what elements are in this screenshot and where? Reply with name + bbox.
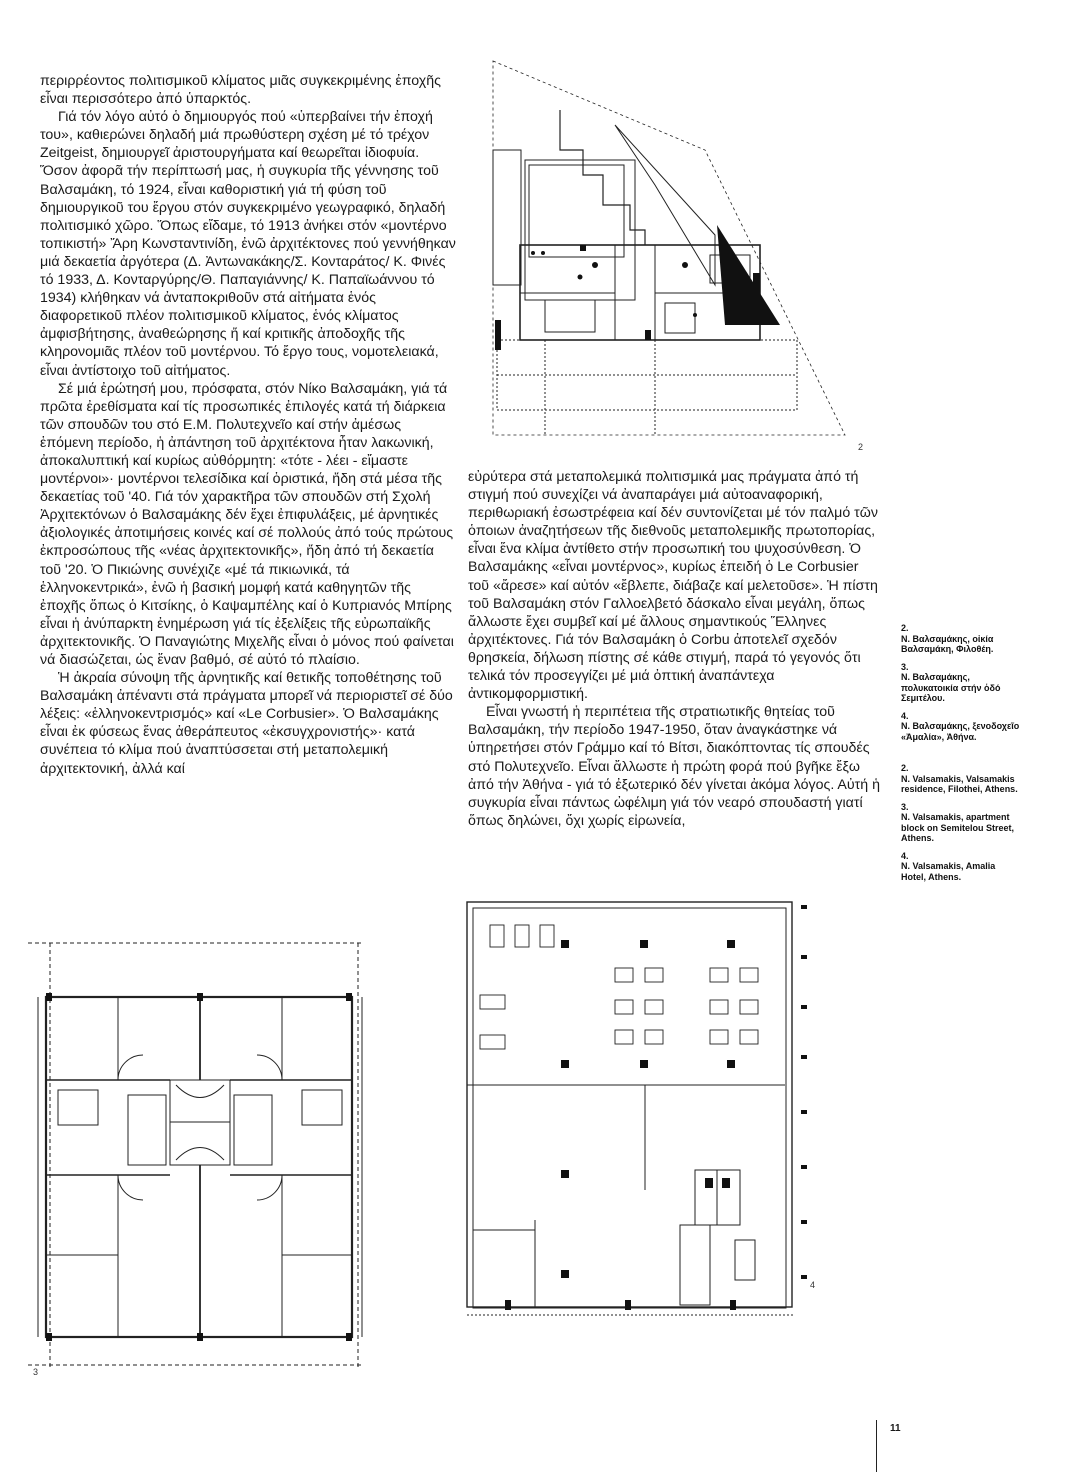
captions-block	[901, 623, 1021, 889]
text-column-left	[40, 72, 458, 778]
caption-gr-3: 3. Ν. Βαλσαμάκης, πολυκατοικία στήν ὁδό Σεμιτέλου.	[901, 661, 1001, 703]
paragraph: Σέ μιά ἐρώτησή μου, πρόσφατα, στόν Νίκο Βαλσαμάκη, γιά τά πρῶτα ἐρεθίσματα καί τίς προσωπικές ἐπιλογές κατά τή διάρκεια τῶν σπουδῶν του στό Ε.Μ. Πολυτεχνεῖο καί στήν ἀμέσως ἑπόμενη περίοδο, ἡ ἀπάντηση τοῦ ἀρχιτέκτονα ἦταν λακωνική, ἀποκαλυπτική καί κυρίως αὐθόρμητη: «τότε - λέει - εἴμαστε μοντέρνοι»· μοντέρνοι τελεσίδικα καί ὁριστικά, ἤδη στά μέσα τῆς δεκαετίας τοῦ '40. Γιά τόν χαρακτῆρα τῶν σπουδῶν στή Σχολή Ἀρχιτεκτόνων ὁ Βαλσαμάκης δέν ἔχει ἐπιφυλάξεις, μέ ἀρνητικές ἀξιολογικές ἀποτιμήσεις κοινές καί σέ πολλούς ἀπό τούς πρώτους ἐκπροσώπους τῆς «νέας ἀρχιτεκτονικῆς», ἤδη ἀπό τή δεκαετία τοῦ '20. Ὁ Πικιώνης συνέχιζε «μέ τά πικιωνικά, τά ἑλληνοκεντρικά», ἐνῶ ἡ βασική μομφή κατά καθηγητῶν τῆς ἐποχῆς ὅπως ὁ Κιτσίκης, ὁ Καψαμπέλης καί ὁ Κυπριανός Μπίρης εἶναι ἡ ἀνύπαρκτη ἐνημέρωση γιά τίς ἐξελίξεις τῆς εὐρωπαϊκῆς ἀρχιτεκτονικῆς. Ὁ Παναγιώτης Μιχελῆς εἶναι ὁ μόνος πού φαίνεται νά διασώζεται, ὡς ἕναν βαθμό, σέ αὐτό τό πλαίσιο.	[40, 380, 454, 668]
figure-number-2: 2	[858, 442, 864, 452]
figure-number-4: 4	[810, 1280, 816, 1290]
floor-plan-drawing	[485, 55, 865, 450]
figure-2-residence-plan	[485, 55, 865, 450]
paragraph: Γιά τόν λόγο αὐτό ὁ δημιουργός πού «ὑπερβαίνει τήν ἐποχή του», καθιερώνει δηλαδή μιά πρωθύστερη σχέση μέ τό τρέχον Zeitgeist, δημιουργεῖ ἀριστουργήματα καί θεωρεῖται ἰδιοφυία. Ὅσον ἀφορᾶ τήν περίπτωσή μας, ἡ συγκυρία τῆς γέννησης τοῦ Βαλσαμάκη, τό 1924, εἶναι καθοριστική γιά τή φύση τοῦ δημιουργικοῦ του ἔργου στόν συγκεκριμένο γεωγραφικό, δηλαδή πολιτισμικό χῶρο. Ὅπως εἴδαμε, τό 1913 ἀνήκει στόν «μοντέρνο τοπικιστή» Ἄρη Κωνσταντινίδη, ἐνῶ ἀρχιτέκτονες πού γεννήθηκαν μιά δεκαετία ἀργότερα (Δ. Ἀντωνακάκης/Σ. Κονταράτος/ Κ. Φινές τό 1933, Δ. Κονταργύρης/Θ. Παπαγιάννης/ Κ. Παπαϊωάννου τό 1934) κλήθηκαν νά ἀνταποκριθοῦν στά αἰτήματα ἑνός διαφορετικοῦ πλέον πολιτισμικοῦ κλίματος, ἑνός κλίματος ἀμφισβήτησης, ἀναθεώρησης ἤ καί κριτικῆς ἀποδοχῆς τῆς κληρονομιᾶς πλέον τοῦ μοντέρνου. Τό ἔργο τους, νομοτελειακά, εἶναι ἀντίστοιχο τοῦ αἰτήματος.	[40, 109, 456, 379]
paragraph: Ἡ ἀκραία σύνοψη τῆς ἀρνητικῆς καί θετικῆς τοποθέτησης τοῦ Βαλσαμάκη ἀπέναντι στά πράγματα μπορεῖ νά περιοριστεῖ σέ δύο λέξεις: «ἑλληνοκεντρισμός» καί «Le Corbusier». Ὁ Βαλσαμάκης εἶναι ἐκ φύσεως ἕνας ἀθεράπευτος «ἐκσυγχρονιστής»· κατά συνέπεια τό κλίμα πού ἀναπτύσσεται στή μεταπολεμική ἀρχιτεκτονική, ἀλλά καί	[40, 670, 453, 777]
floor-plan-drawing	[465, 900, 815, 1325]
caption-gr-2: 2. Ν. Βαλσαμάκης, οἰκία Βαλσαμάκη, Φιλοθέη.	[901, 623, 994, 654]
caption-en-2: 2. N. Valsamakis, Valsamakis residence, Filothei, Athens.	[901, 763, 1018, 794]
paragraph: εὐρύτερα στά μεταπολεμικά πολιτισμικά μας πράγματα ἀπό τή στιγμή πού συνεχίζει νά ἀναπαράγει μιά αὐτοαναφορική, περιθωριακή ἐσωστρέφεια καί δέν συντονίζεται μέ τόν παλμό τῶν ὁποιων ἀναζητήσεων τῆς διεθνοῦς μεταπολεμικῆς πρωτοπορίας, εἶναι ἕνα κλίμα ἀντίθετο στήν προσωπική του ψυχοσύνθεση. Ὁ Βαλσαμάκης «εἶναι μοντέρνος», κυρίως ἐπειδή ὁ Le Corbusier τοῦ «ἄρεσε» καί αὐτόν «ἔβλεπε, διάβαζε καί μελετοῦσε». Ἡ πίστη τοῦ Βαλσαμάκη στόν Γαλλοελβετό δάσκαλο εἶναι μεγάλη, ὅπως ἄλλωστε ἔχει συμβεῖ καί μέ ἄλλους σημαντικούς Ἕλληνες ἀρχιτέκτονες. Γιά τόν Βαλσαμάκη ὁ Corbu ἀποτελεῖ σχεδόν θρησκεία, δήλωση πίστης σέ κάθε στιγμή, παρά τό γεγονός ὅτι τελικά τόν προσεγγίζει μέ μιά ὀπτική ἀναπάντεχα ἀντικομφορμιστική.	[468, 469, 878, 703]
text-column-right	[468, 468, 882, 830]
caption-en-3: 3. N. Valsamakis, apartment block on Semitelou Street, Athens.	[901, 801, 1015, 843]
figure-4-hotel-plan	[465, 900, 815, 1325]
figure-number-3: 3	[33, 1367, 39, 1377]
figure-3-apartment-plan	[28, 935, 373, 1375]
caption-gr-4: 4. Ν. Βαλσαμάκης, ξενοδοχεῖο «Ἀμαλία», Ἀθήνα.	[901, 710, 1020, 742]
paragraph: περιρρέοντος πολιτισμικοῦ κλίματος μιᾶς συγκεκριμένης ἐποχῆς εἶναι περισσότερο ἀπό ὑπαρκτός.	[40, 73, 441, 108]
paragraph: Εἶναι γνωστή ἡ περιπέτεια τῆς στρατιωτικῆς θητείας τοῦ Βαλσαμάκη, τήν περίοδο 1947-1950, ὅταν ἀναγκάστηκε νά ὑπηρετήσει στόν Γράμμο καί τό Βίτσι, διακόπτοντας τίς σπουδές στό Πολυτεχνεῖο. Εἶναι ἄλλωστε ἡ πρώτη φορά πού βγῆκε ἔξω ἀπό τήν Ἀθήνα - γιά τό ἐξωτερικό δέν γίνεται ἀκόμα λόγος. Αὐτή ἡ συγκυρία εἶναι πάντως ὠφέλιμη γιά τόν νεαρό σπουδαστή γιατί ὅπως δηλώνει, ὄχι χωρίς εἰρωνεία,	[468, 704, 880, 829]
floor-plan-drawing	[28, 935, 373, 1375]
page-number: 11	[890, 1423, 901, 1434]
caption-en-4: 4. N. Valsamakis, Amalia Hotel, Athens.	[901, 850, 996, 882]
page-rule	[876, 1420, 877, 1472]
